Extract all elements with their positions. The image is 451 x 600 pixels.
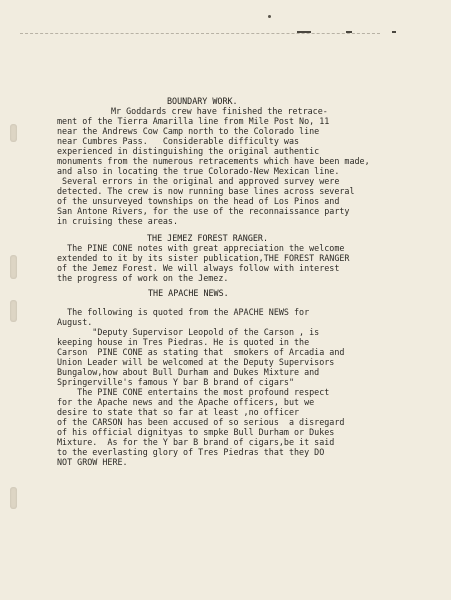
boundary-line: San Antone Rivers, for the use of the reconnaissance party bbox=[57, 206, 350, 216]
boundary-line: Several errors in the original and approved survey were bbox=[57, 176, 340, 186]
apache-line: Union Leader will be welcomed at the Deputy Supervisors bbox=[57, 357, 335, 367]
boundary-line: and also in locating the true Colorado-New Mexican line. bbox=[57, 166, 340, 176]
apache-line: keeping house in Tres Piedras. He is quoted in the bbox=[57, 337, 310, 347]
apache-line: Bungalow,how about Bull Durham and Dukes Mixture and bbox=[57, 367, 320, 377]
apache-line: NOT GROW HERE. bbox=[57, 457, 128, 467]
boundary-line: detected. The crew is now running base lines across several bbox=[57, 186, 355, 196]
apache-line: of his official dignityas to smpke Bull Durham or Dukes bbox=[57, 427, 335, 437]
apache-line: August. bbox=[57, 317, 93, 327]
boundary-line: Mr Goddards crew have finished the retrace- bbox=[111, 106, 328, 116]
apache-line: "Deputy Supervisor Leopold of the Carson , is bbox=[57, 327, 320, 337]
ranger-line: extended to it by its sister publication,THE FOREST RANGER bbox=[57, 253, 350, 263]
binding-hole bbox=[10, 487, 17, 509]
apache-line: Mixture. As for the Y bar B brand of cigars,be it said bbox=[57, 437, 335, 447]
ranger-heading: THE JEMEZ FOREST RANGER. bbox=[147, 233, 269, 243]
apache-line: desire to state that so far at least ,no officer bbox=[57, 407, 300, 417]
apache-line: to the everlasting glory of Tres Piedras that they DO bbox=[57, 447, 325, 457]
apache-line: Springerville's famous Y bar B brand of cigars" bbox=[57, 377, 294, 387]
apache-line: Carson PINE CONE as stating that smokers of Arcadia and bbox=[57, 347, 345, 357]
apache-line: of the CARSON has been accused of so serious a disregard bbox=[57, 417, 345, 427]
boundary-line: near Cumbres Pass. Considerable difficulty was bbox=[57, 136, 300, 146]
boundary-line: monuments from the numerous retracements which have been made, bbox=[57, 156, 370, 166]
boundary-line: in cruising these areas. bbox=[57, 216, 179, 226]
ranger-line: The PINE CONE notes with great appreciation the welcome bbox=[57, 243, 345, 253]
apache-line: for the Apache news and the Apache officers, but we bbox=[57, 397, 315, 407]
boundary-line: ment of the Tierra Amarilla line from Mile Post No, 11 bbox=[57, 116, 330, 126]
boundary-line: experienced in distinguishing the original authentic bbox=[57, 146, 320, 156]
apache-line: The PINE CONE entertains the most profound respect bbox=[57, 387, 330, 397]
boundary-line: near the Andrews Cow Camp north to the Colorado line bbox=[57, 126, 320, 136]
apache-line: The following is quoted from the APACHE NEWS for bbox=[57, 307, 310, 317]
ranger-line: of the Jemez Forest. We will always follow with interest bbox=[57, 263, 340, 273]
boundary-heading: BOUNDARY WORK. bbox=[167, 96, 238, 106]
apache-heading: THE APACHE NEWS. bbox=[148, 288, 229, 298]
ranger-line: the progress of work on the Jemez. bbox=[57, 273, 229, 283]
boundary-line: of the unsurveyed townships on the head of Los Pinos and bbox=[57, 196, 340, 206]
